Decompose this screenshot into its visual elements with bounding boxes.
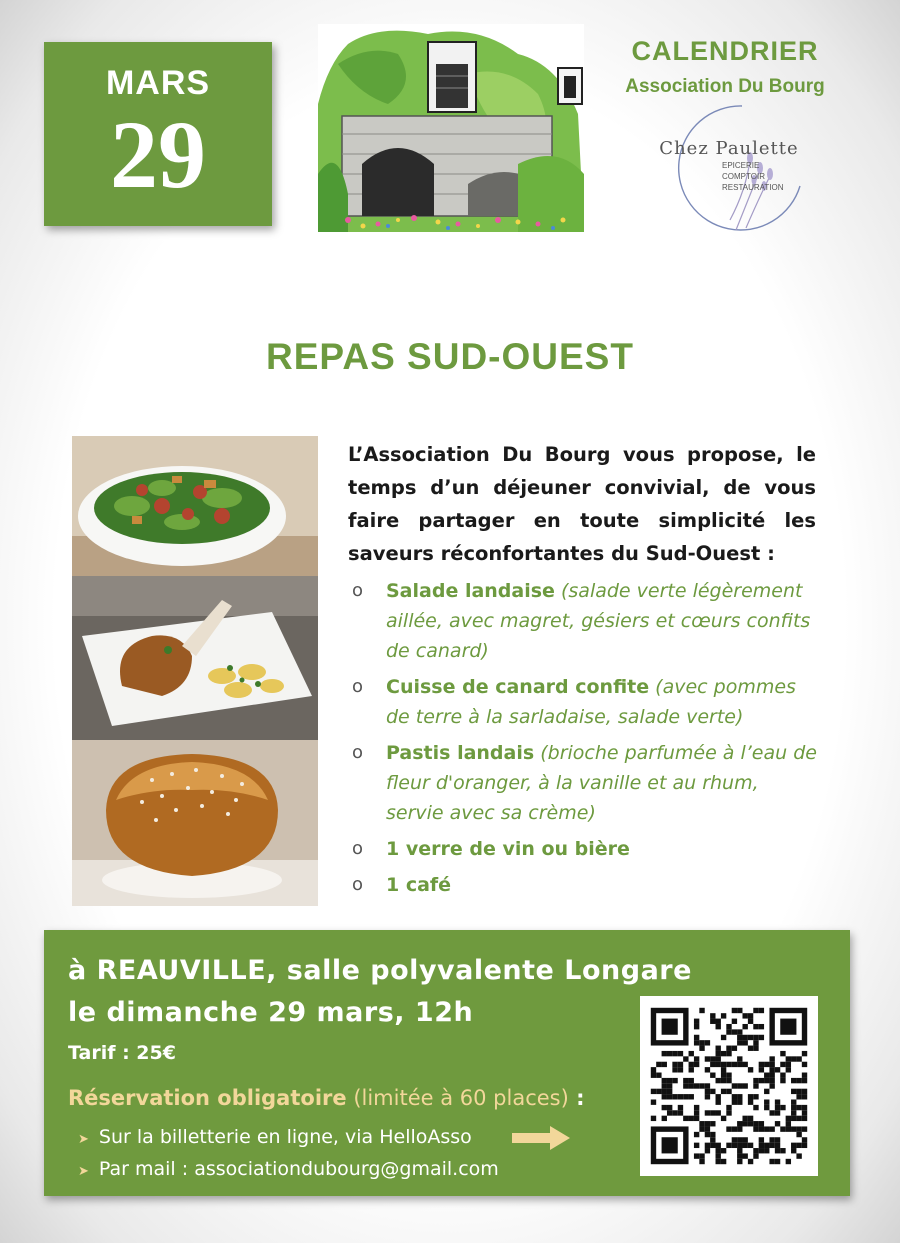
canard-photo — [72, 576, 318, 740]
date-day: 29 — [110, 101, 206, 208]
arrow-right-icon — [512, 1126, 570, 1150]
logo-tag: EPICERIE — [722, 161, 760, 170]
reservation-line — [68, 1086, 585, 1110]
date-box — [44, 42, 272, 226]
event-location: à REAUVILLE, salle polyvalente Longare — [68, 955, 692, 986]
list-item — [352, 834, 818, 864]
association-name: Association Du Bourg — [625, 76, 825, 97]
logo-tag: COMPTOIR — [722, 172, 765, 181]
reservation-label: Réservation obligatoire — [68, 1086, 347, 1110]
list-item — [352, 672, 818, 732]
circle-bullet-icon: o — [352, 676, 364, 697]
menu-item-desc: (salade verte légèrement aillée, avec magret, gésiers et cœurs confits de canard) — [386, 580, 811, 662]
caret-right-icon: ➤ — [78, 1164, 89, 1179]
date-month: MARS — [105, 64, 211, 102]
intro-text: L’Association Du Bourg vous propose, le temps d’un déjeuner convivial, de vous faire partager en toute simplicité les saveurs réconfortantes du Sud-Ouest : — [348, 443, 816, 565]
reservation-note: (limitée à 60 places) — [353, 1086, 569, 1110]
list-item — [352, 576, 818, 666]
channel-helloasso — [78, 1126, 472, 1148]
circle-bullet-icon: o — [352, 742, 364, 763]
channel-email — [78, 1158, 499, 1180]
channel-text[interactable]: Par mail : associationdubourg@gmail.com — [98, 1158, 499, 1180]
menu-item-name: Cuisse de canard confite — [386, 676, 650, 698]
info-box — [44, 930, 850, 1196]
reservation-colon: : — [568, 1086, 585, 1110]
menu-item-name: 1 verre de vin ou bière — [386, 838, 630, 860]
house-illustration — [318, 24, 584, 232]
menu-item-name: 1 café — [386, 874, 452, 896]
menu-item-name: Salade landaise — [386, 580, 555, 602]
logo-tag: RESTAURATION — [722, 183, 784, 192]
logo-name: Chez Paulette — [659, 138, 799, 159]
list-item — [352, 870, 818, 900]
salade-photo — [72, 436, 318, 576]
calendar-label: CALENDRIER — [631, 36, 819, 66]
list-item — [352, 738, 818, 828]
circle-bullet-icon: o — [352, 580, 364, 601]
event-datetime: le dimanche 29 mars, 12h — [68, 997, 474, 1028]
event-price: Tarif : 25€ — [68, 1042, 176, 1064]
menu-item-name: Pastis landais — [386, 742, 535, 764]
menu-item-desc: (brioche parfumée à l’eau de fleur d'oranger, à la vanille et au rhum, servie avec sa crème) — [386, 742, 817, 824]
location-block — [68, 950, 692, 1034]
menu-item-desc: (avec pommes de terre à la sarladaise, salade verte) — [386, 676, 796, 728]
caret-right-icon: ➤ — [78, 1132, 89, 1147]
channel-text[interactable]: Sur la billetterie en ligne, via HelloAsso — [98, 1126, 472, 1148]
pastis-photo — [72, 740, 318, 906]
circle-bullet-icon: o — [352, 874, 364, 895]
page-title: REPAS SUD-OUEST — [266, 336, 634, 377]
logo-tags — [722, 160, 802, 193]
circle-bullet-icon: o — [352, 838, 364, 859]
menu-list — [352, 576, 818, 906]
qr-code-icon[interactable] — [640, 996, 818, 1176]
